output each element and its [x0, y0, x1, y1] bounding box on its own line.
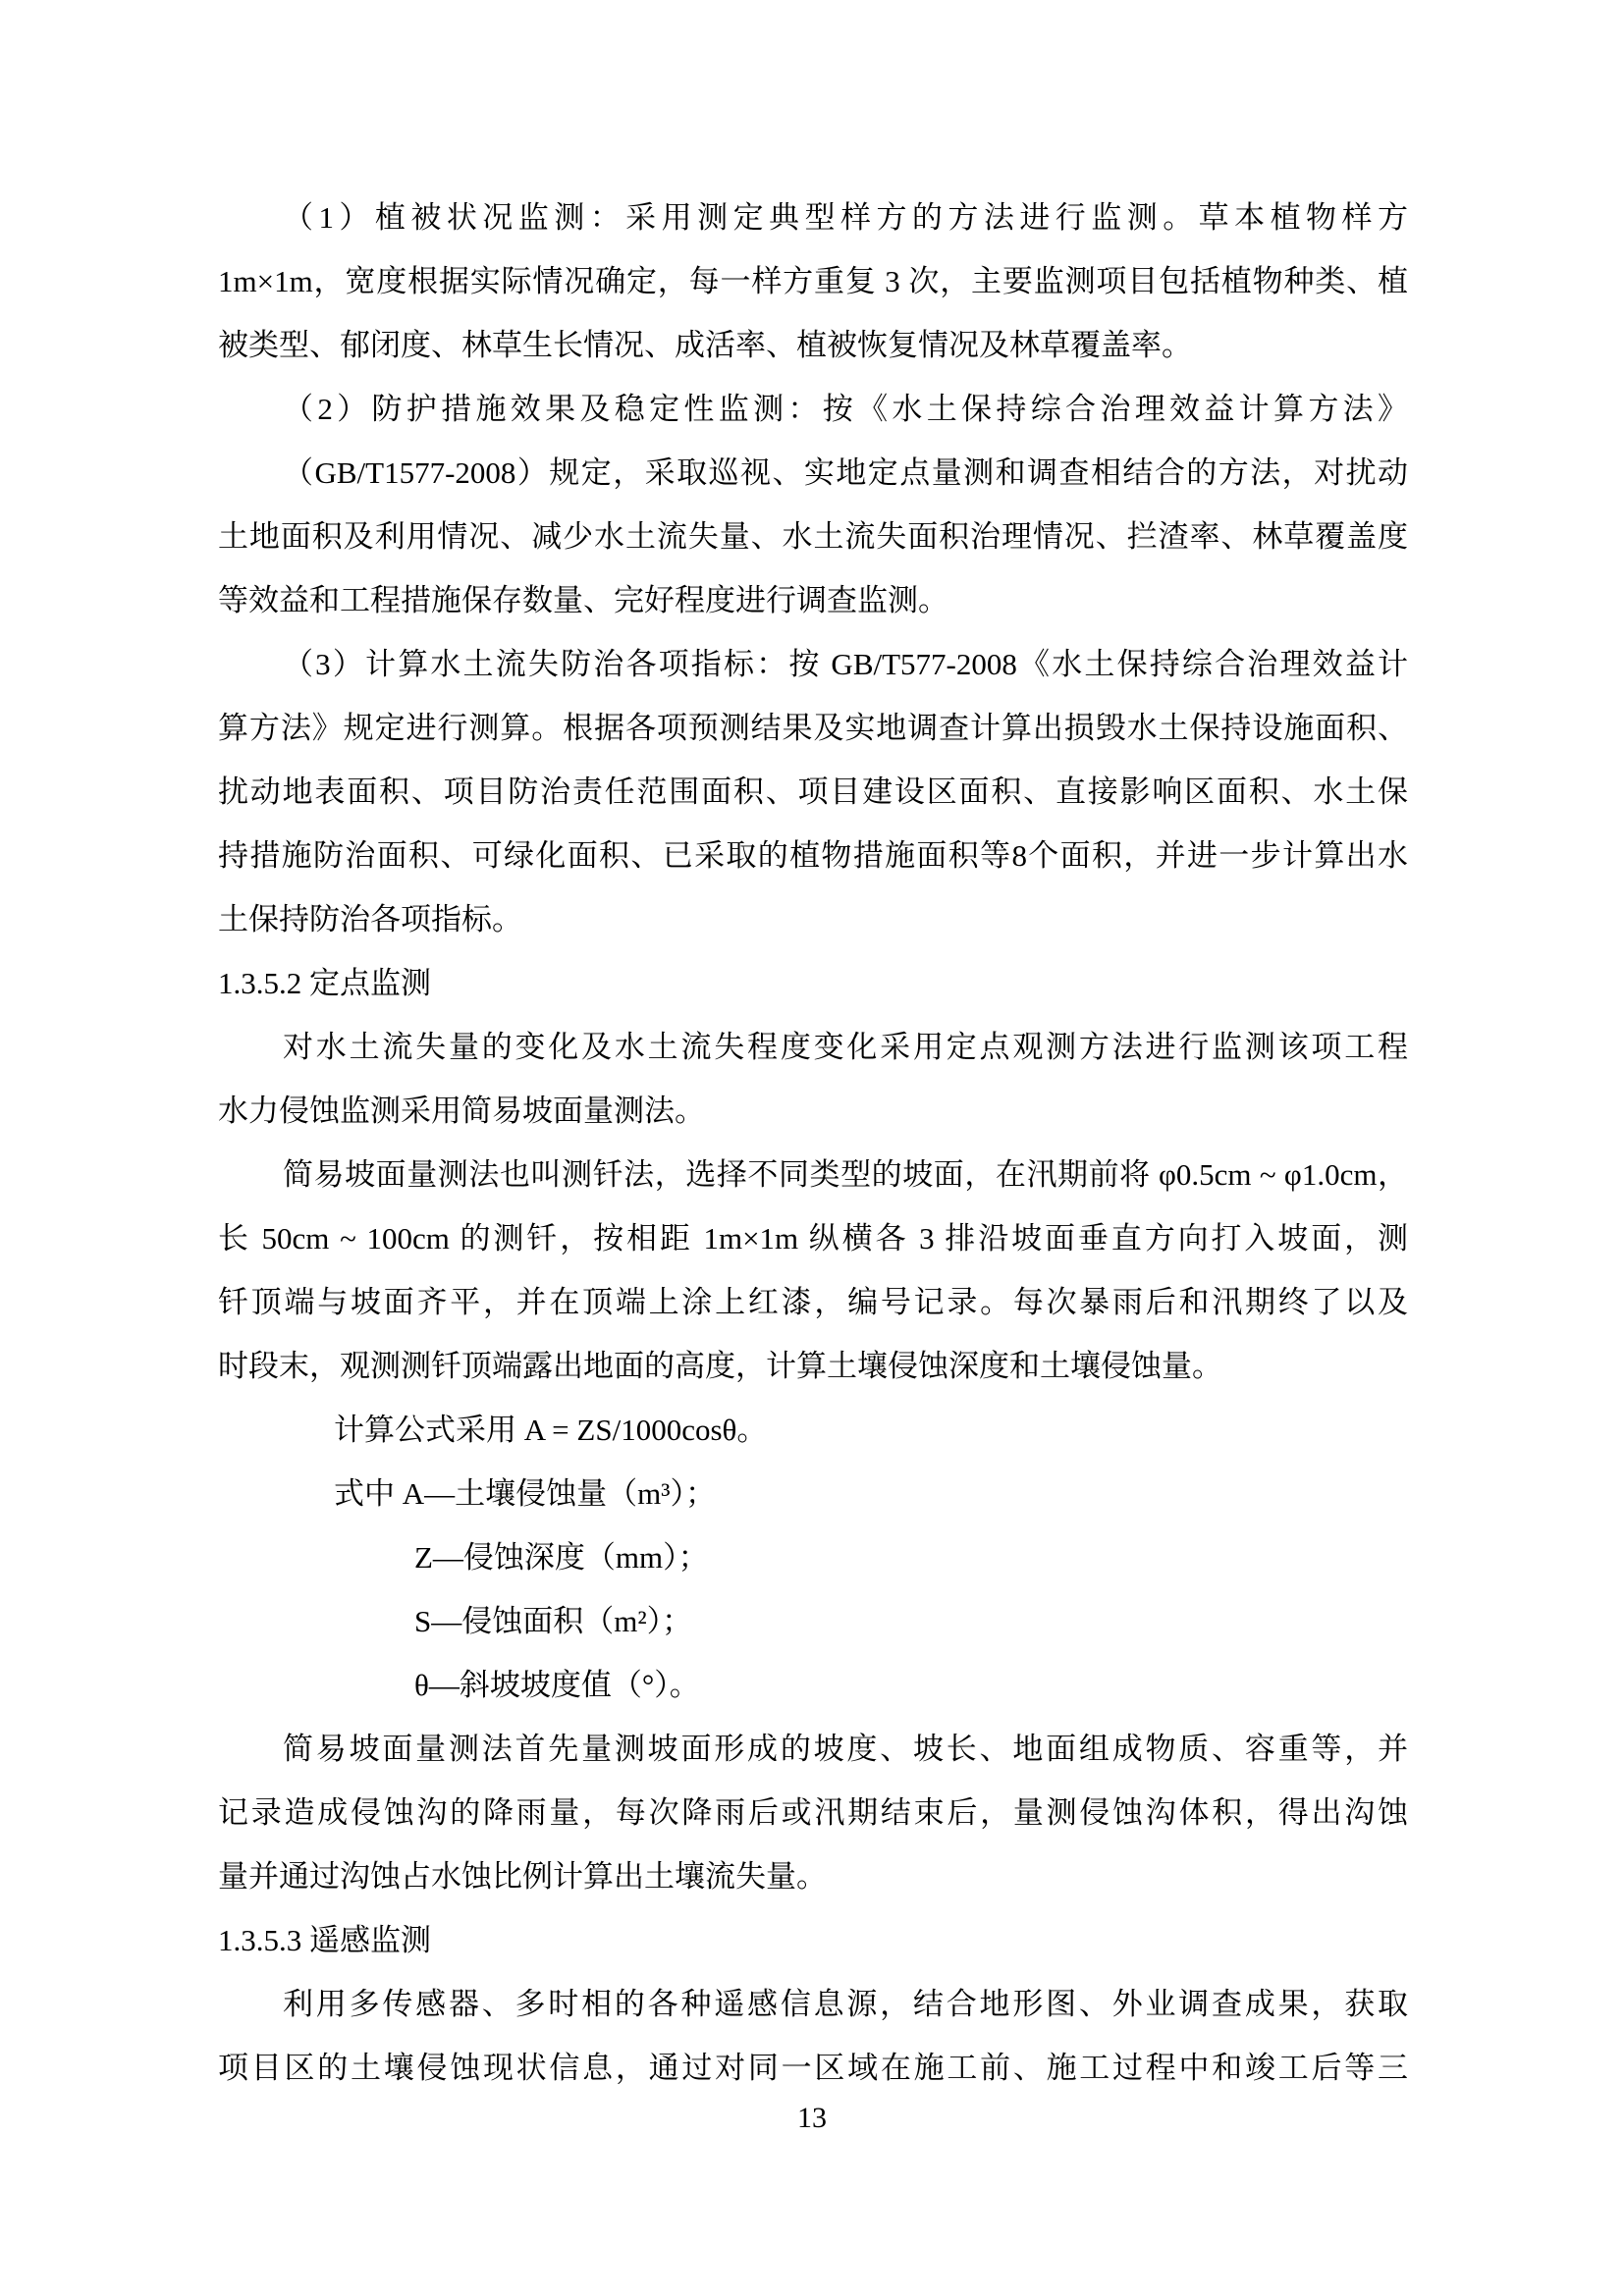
- text-line: 长 50cm ~ 100cm 的测钎，按相距 1m×1m 纵横各 3 排沿坡面垂直方向打入坡面，测: [218, 1221, 1408, 1255]
- text-line: 算方法》规定进行测算。根据各项预测结果及实地调查计算出损毁水土保持设施面积、: [218, 711, 1408, 745]
- text-line: （1）植被状况监测：采用测定典型样方的方法进行监测。草本植物样方: [283, 200, 1408, 235]
- text-line: 记录造成侵蚀沟的降雨量，每次降雨后或汛期结束后，量测侵蚀沟体积，得出沟蚀: [218, 1795, 1408, 1830]
- text-line: 被类型、郁闭度、林草生长情况、成活率、植被恢复情况及林草覆盖率。: [218, 328, 1192, 362]
- text-line: 土地面积及利用情况、减少水土流失量、水土流失面积治理情况、拦渣率、林草覆盖度: [218, 519, 1408, 554]
- formula-line: 计算公式采用 A = ZS/1000cosθ。: [334, 1413, 768, 1447]
- text-line: 土保持防治各项指标。: [218, 902, 522, 936]
- text-line: 1m×1m，宽度根据实际情况确定，每一样方重复 3 次，主要监测项目包括植物种类、植: [218, 264, 1408, 298]
- formula-line: θ—斜坡坡度值（°）。: [414, 1668, 700, 1702]
- page-number: 13: [797, 2102, 827, 2134]
- text-line: 等效益和工程措施保存数量、完好程度进行调查监测。: [218, 583, 948, 617]
- text-line: （2）防护措施效果及稳定性监测：按《水土保持综合治理效益计算方法》: [283, 392, 1408, 426]
- formula-line: Z—侵蚀深度（mm）；: [414, 1540, 709, 1575]
- text-line: 利用多传感器、多时相的各种遥感信息源，结合地形图、外业调查成果，获取: [283, 1987, 1408, 2021]
- text-line: 简易坡面量测法首先量测坡面形成的坡度、坡长、地面组成物质、容重等，并: [283, 1732, 1408, 1766]
- text-line: 简易坡面量测法也叫测钎法，选择不同类型的坡面，在汛期前将 φ0.5cm ~ φ1.0cm，: [283, 1157, 1408, 1192]
- text-line: 钎顶端与坡面齐平，并在顶端上涂上红漆，编号记录。每次暴雨后和汛期终了以及: [218, 1285, 1408, 1319]
- section-heading: 1.3.5.3 遥感监测: [218, 1923, 431, 1957]
- text-line: 扰动地表面积、项目防治责任范围面积、项目建设区面积、直接影响区面积、水土保: [218, 774, 1408, 809]
- text-line: （GB/T1577-2008）规定，采取巡视、实地定点量测和调查相结合的方法，对扰动: [283, 455, 1408, 490]
- formula-line: S—侵蚀面积（m²）；: [414, 1604, 693, 1638]
- text-line: 时段末，观测测钎顶端露出地面的高度，计算土壤侵蚀深度和土壤侵蚀量。: [218, 1349, 1222, 1383]
- text-line: 项目区的土壤侵蚀现状信息，通过对同一区域在施工前、施工过程中和竣工后等三: [218, 2051, 1408, 2085]
- text-line: （3）计算水土流失防治各项指标：按 GB/T577-2008《水土保持综合治理效益计: [283, 647, 1408, 681]
- text-line: 持措施防治面积、可绿化面积、已采取的植物措施面积等8个面积，并进一步计算出水: [218, 838, 1408, 873]
- section-heading: 1.3.5.2 定点监测: [218, 966, 431, 1000]
- formula-line: 式中 A—土壤侵蚀量（m³）；: [334, 1476, 717, 1511]
- text-line: 对水土流失量的变化及水土流失程度变化采用定点观测方法进行监测该项工程: [283, 1030, 1408, 1064]
- page-body: [218, 186, 1408, 2100]
- text-line: 量并通过沟蚀占水蚀比例计算出土壤流失量。: [218, 1859, 827, 1894]
- text-line: 水力侵蚀监测采用简易坡面量测法。: [218, 1094, 705, 1128]
